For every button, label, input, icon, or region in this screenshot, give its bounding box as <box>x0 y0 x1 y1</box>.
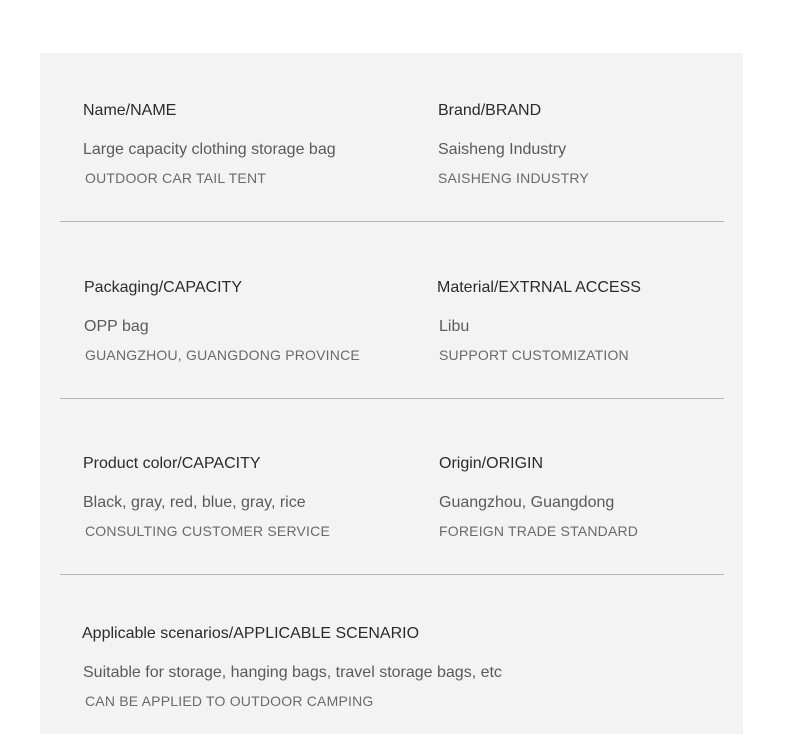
scenario-sub: CAN BE APPLIED TO OUTDOOR CAMPING <box>85 693 374 709</box>
material-value: Libu <box>439 318 470 335</box>
packaging-sub: GUANGZHOU, GUANGDONG PROVINCE <box>85 347 360 363</box>
material-label: Material/EXTRNAL ACCESS <box>437 279 641 296</box>
brand-sub: SAISHENG INDUSTRY <box>438 170 589 186</box>
divider-3 <box>60 574 724 575</box>
packaging-label: Packaging/CAPACITY <box>84 279 242 296</box>
name-value: Large capacity clothing storage bag <box>83 141 336 158</box>
origin-label: Origin/ORIGIN <box>439 455 544 472</box>
packaging-value: OPP bag <box>84 318 149 335</box>
color-value: Black, gray, red, blue, gray, rice <box>83 494 306 511</box>
material-sub: SUPPORT CUSTOMIZATION <box>439 347 629 363</box>
color-sub: CONSULTING CUSTOMER SERVICE <box>85 523 330 539</box>
divider-1 <box>60 221 724 222</box>
name-label: Name/NAME <box>83 102 177 119</box>
color-label: Product color/CAPACITY <box>83 455 261 472</box>
brand-value: Saisheng Industry <box>438 141 567 158</box>
origin-sub: FOREIGN TRADE STANDARD <box>439 523 639 539</box>
name-sub: OUTDOOR CAR TAIL TENT <box>85 170 267 186</box>
product-spec-panel <box>40 53 743 734</box>
brand-label: Brand/BRAND <box>438 102 542 119</box>
origin-value: Guangzhou, Guangdong <box>439 494 615 511</box>
divider-2 <box>60 398 724 399</box>
scenario-value: Suitable for storage, hanging bags, travel storage bags, etc <box>83 664 502 681</box>
scenario-label: Applicable scenarios/APPLICABLE SCENARIO <box>82 625 420 642</box>
